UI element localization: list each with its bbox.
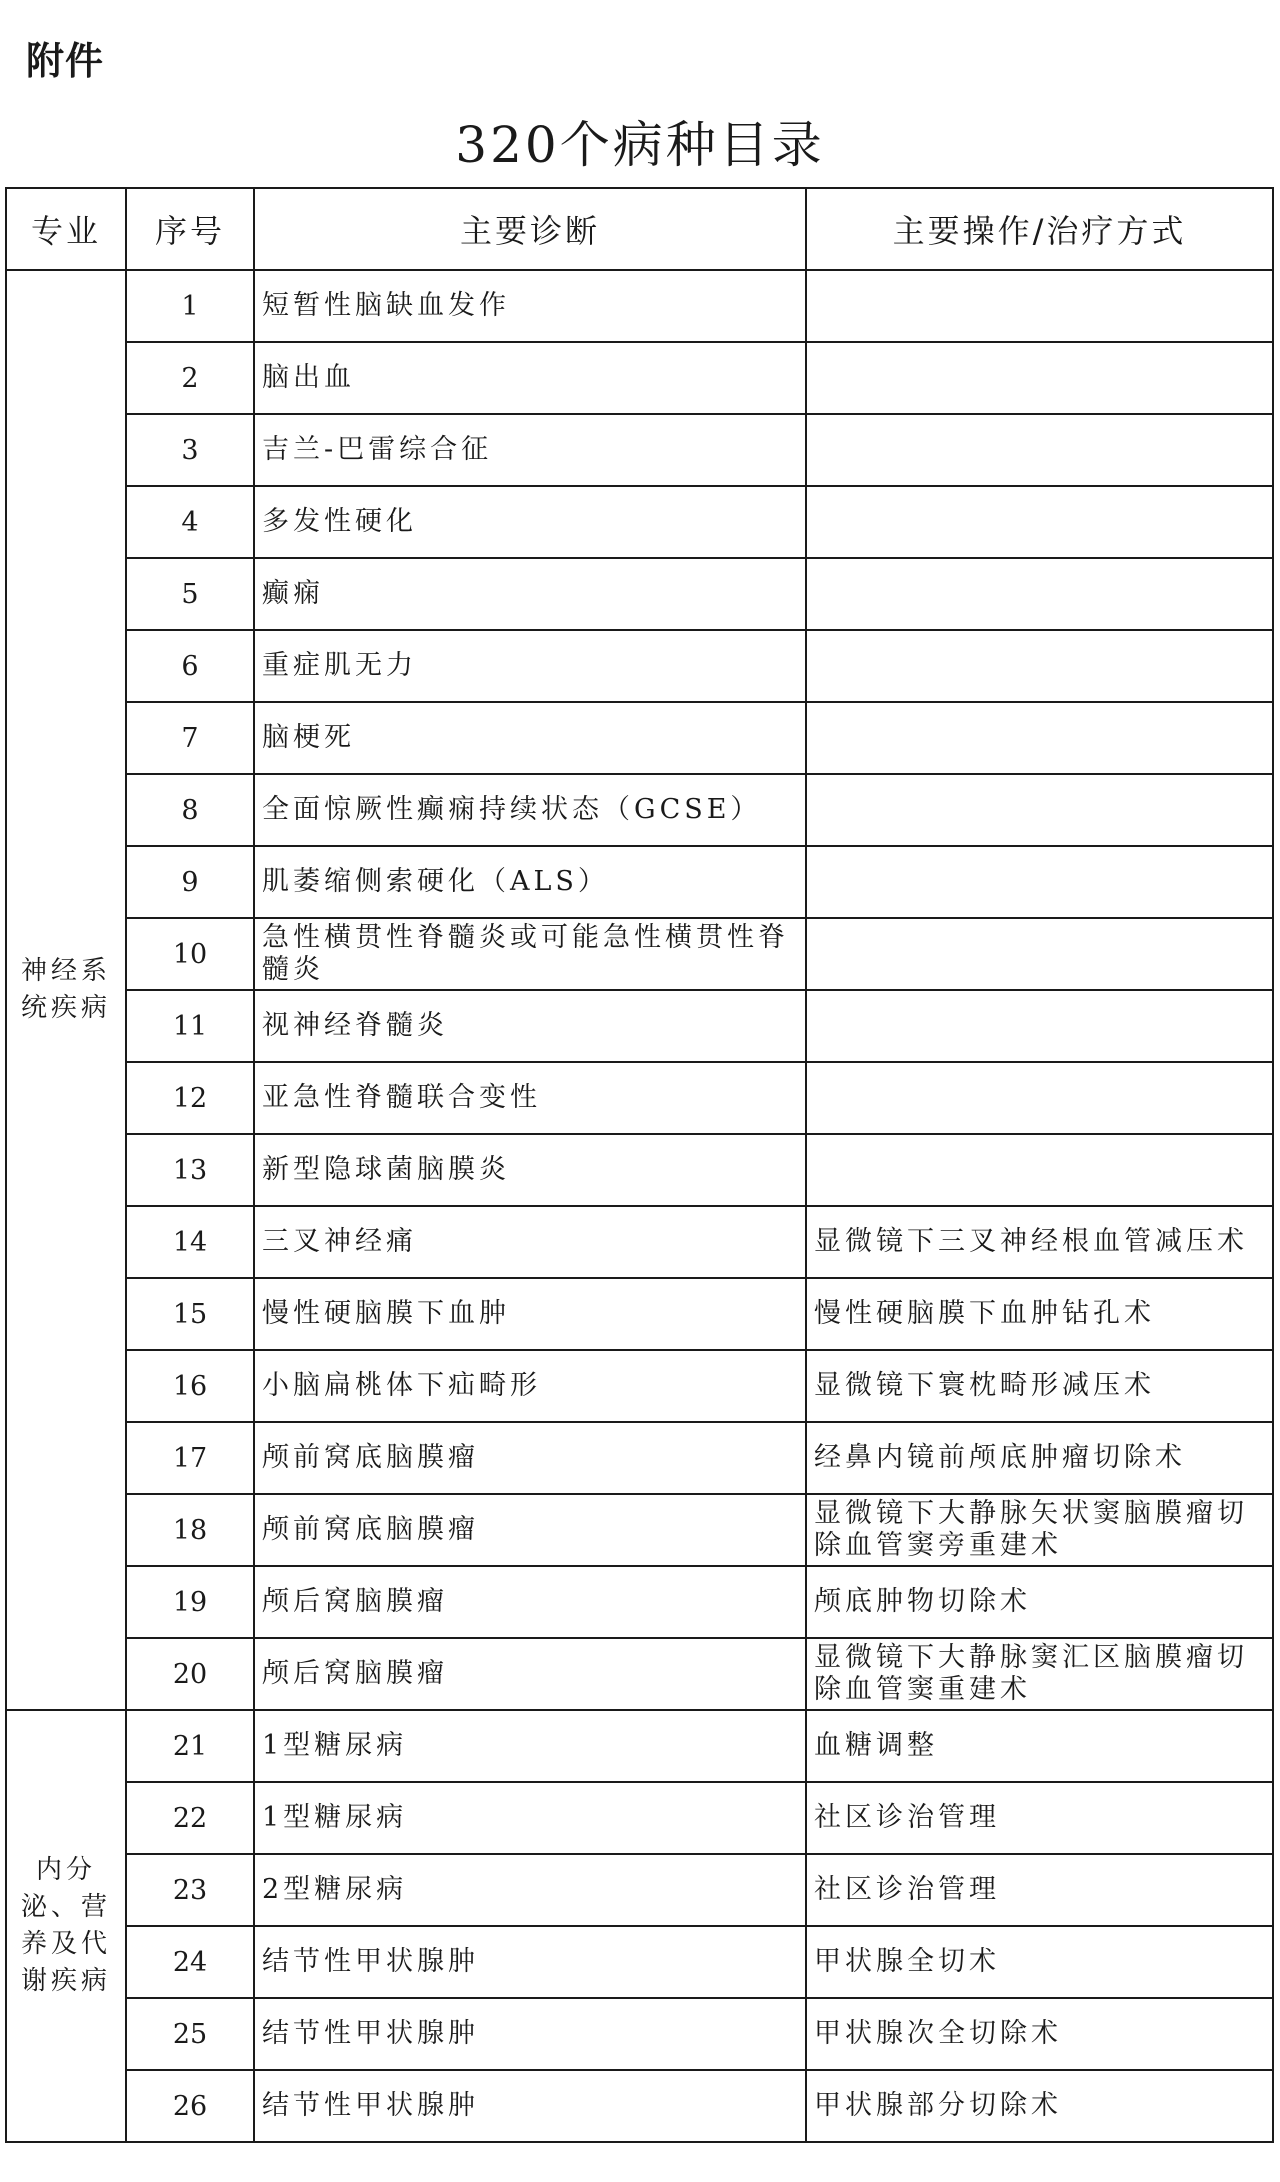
table-row: [6, 1710, 1273, 1782]
diagnosis-cell: 小脑扁桃体下疝畸形: [254, 1350, 806, 1422]
table-row: [6, 2070, 1273, 2142]
table-row: [6, 270, 1273, 342]
row-number: 4: [126, 486, 254, 558]
disease-catalog-table: [5, 187, 1274, 2143]
operation-cell: [806, 990, 1273, 1062]
operation-cell: 显微镜下寰枕畸形减压术: [806, 1350, 1273, 1422]
row-number: 6: [126, 630, 254, 702]
diagnosis-cell: 癫痫: [254, 558, 806, 630]
header-specialty: 专业: [6, 188, 126, 270]
specialty-cell: [6, 1710, 126, 2142]
diagnosis-cell: 急性横贯性脊髓炎或可能急性横贯性脊髓炎: [254, 918, 806, 990]
table-row: [6, 1566, 1273, 1638]
row-number: 26: [126, 2070, 254, 2142]
diagnosis-cell: 1型糖尿病: [254, 1710, 806, 1782]
row-number: 7: [126, 702, 254, 774]
diagnosis-cell: 颅后窝脑膜瘤: [254, 1638, 806, 1710]
row-number: 14: [126, 1206, 254, 1278]
table-row: [6, 1638, 1273, 1710]
operation-cell: [806, 414, 1273, 486]
operation-cell: 血糖调整: [806, 1710, 1273, 1782]
table-row: [6, 342, 1273, 414]
operation-cell: [806, 342, 1273, 414]
header-diagnosis: 主要诊断: [254, 188, 806, 270]
row-number: 2: [126, 342, 254, 414]
table-row: [6, 1278, 1273, 1350]
operation-cell: [806, 918, 1273, 990]
table-row: [6, 1062, 1273, 1134]
row-number: 12: [126, 1062, 254, 1134]
table-row: [6, 414, 1273, 486]
attachment-label: 附件: [26, 39, 105, 83]
operation-cell: 经鼻内镜前颅底肿瘤切除术: [806, 1422, 1273, 1494]
row-number: 16: [126, 1350, 254, 1422]
diagnosis-cell: 肌萎缩侧索硬化（ALS）: [254, 846, 806, 918]
operation-cell: [806, 630, 1273, 702]
operation-cell: [806, 558, 1273, 630]
operation-cell: 显微镜下大静脉窦汇区脑膜瘤切除血管窦重建术: [806, 1638, 1273, 1710]
operation-cell: 社区诊治管理: [806, 1782, 1273, 1854]
operation-cell: [806, 846, 1273, 918]
diagnosis-cell: 结节性甲状腺肿: [254, 1998, 806, 2070]
operation-cell: [806, 1062, 1273, 1134]
row-number: 8: [126, 774, 254, 846]
operation-cell: [806, 486, 1273, 558]
operation-cell: 显微镜下三叉神经根血管减压术: [806, 1206, 1273, 1278]
table-row: [6, 1782, 1273, 1854]
table-row: [6, 1206, 1273, 1278]
specialty-cell: [6, 270, 126, 1710]
row-number: 25: [126, 1998, 254, 2070]
diagnosis-cell: 脑梗死: [254, 702, 806, 774]
row-number: 18: [126, 1494, 254, 1566]
diagnosis-cell: 全面惊厥性癫痫持续状态（GCSE）: [254, 774, 806, 846]
table-row: [6, 1350, 1273, 1422]
diagnosis-cell: 1型糖尿病: [254, 1782, 806, 1854]
diagnosis-cell: 2型糖尿病: [254, 1854, 806, 1926]
table-row: [6, 918, 1273, 990]
table-header-row: [6, 188, 1273, 270]
table-row: [6, 630, 1273, 702]
table-row: [6, 1854, 1273, 1926]
row-number: 1: [126, 270, 254, 342]
table-row: [6, 1422, 1273, 1494]
diagnosis-cell: 短暂性脑缺血发作: [254, 270, 806, 342]
row-number: 13: [126, 1134, 254, 1206]
row-number: 22: [126, 1782, 254, 1854]
row-number: 3: [126, 414, 254, 486]
operation-cell: 甲状腺全切术: [806, 1926, 1273, 1998]
row-number: 10: [126, 918, 254, 990]
diagnosis-cell: 脑出血: [254, 342, 806, 414]
operation-cell: [806, 270, 1273, 342]
diagnosis-cell: 新型隐球菌脑膜炎: [254, 1134, 806, 1206]
operation-cell: 社区诊治管理: [806, 1854, 1273, 1926]
row-number: 17: [126, 1422, 254, 1494]
page-title: 320个病种目录: [455, 116, 825, 174]
table-row: [6, 1494, 1273, 1566]
row-number: 24: [126, 1926, 254, 1998]
table-row: [6, 558, 1273, 630]
operation-cell: 甲状腺次全切除术: [806, 1998, 1273, 2070]
diagnosis-cell: 结节性甲状腺肿: [254, 2070, 806, 2142]
specialty-label: 神经系统疾病: [21, 956, 112, 1023]
diagnosis-cell: 颅前窝底脑膜瘤: [254, 1422, 806, 1494]
operation-cell: 甲状腺部分切除术: [806, 2070, 1273, 2142]
operation-cell: 慢性硬脑膜下血肿钻孔术: [806, 1278, 1273, 1350]
table-row: [6, 1134, 1273, 1206]
row-number: 20: [126, 1638, 254, 1710]
table-row: [6, 774, 1273, 846]
row-number: 23: [126, 1854, 254, 1926]
diagnosis-cell: 吉兰-巴雷综合征: [254, 414, 806, 486]
table-body: [6, 270, 1273, 2142]
operation-cell: [806, 702, 1273, 774]
diagnosis-cell: 重症肌无力: [254, 630, 806, 702]
row-number: 15: [126, 1278, 254, 1350]
diagnosis-cell: 结节性甲状腺肿: [254, 1926, 806, 1998]
specialty-label: 内分泌、营养及代谢疾病: [21, 1855, 112, 1996]
header-operation: 主要操作/治疗方式: [806, 188, 1273, 270]
operation-cell: [806, 774, 1273, 846]
operation-cell: 显微镜下大静脉矢状窦脑膜瘤切除血管窦旁重建术: [806, 1494, 1273, 1566]
diagnosis-cell: 视神经脊髓炎: [254, 990, 806, 1062]
table-row: [6, 990, 1273, 1062]
diagnosis-cell: 多发性硬化: [254, 486, 806, 558]
diagnosis-cell: 颅后窝脑膜瘤: [254, 1566, 806, 1638]
table-row: [6, 1926, 1273, 1998]
row-number: 21: [126, 1710, 254, 1782]
diagnosis-cell: 慢性硬脑膜下血肿: [254, 1278, 806, 1350]
row-number: 11: [126, 990, 254, 1062]
diagnosis-cell: 亚急性脊髓联合变性: [254, 1062, 806, 1134]
operation-cell: 颅底肿物切除术: [806, 1566, 1273, 1638]
table-row: [6, 486, 1273, 558]
diagnosis-cell: 三叉神经痛: [254, 1206, 806, 1278]
row-number: 9: [126, 846, 254, 918]
operation-cell: [806, 1134, 1273, 1206]
table-row: [6, 1998, 1273, 2070]
table-row: [6, 702, 1273, 774]
row-number: 5: [126, 558, 254, 630]
row-number: 19: [126, 1566, 254, 1638]
diagnosis-cell: 颅前窝底脑膜瘤: [254, 1494, 806, 1566]
header-number: 序号: [126, 188, 254, 270]
table-row: [6, 846, 1273, 918]
